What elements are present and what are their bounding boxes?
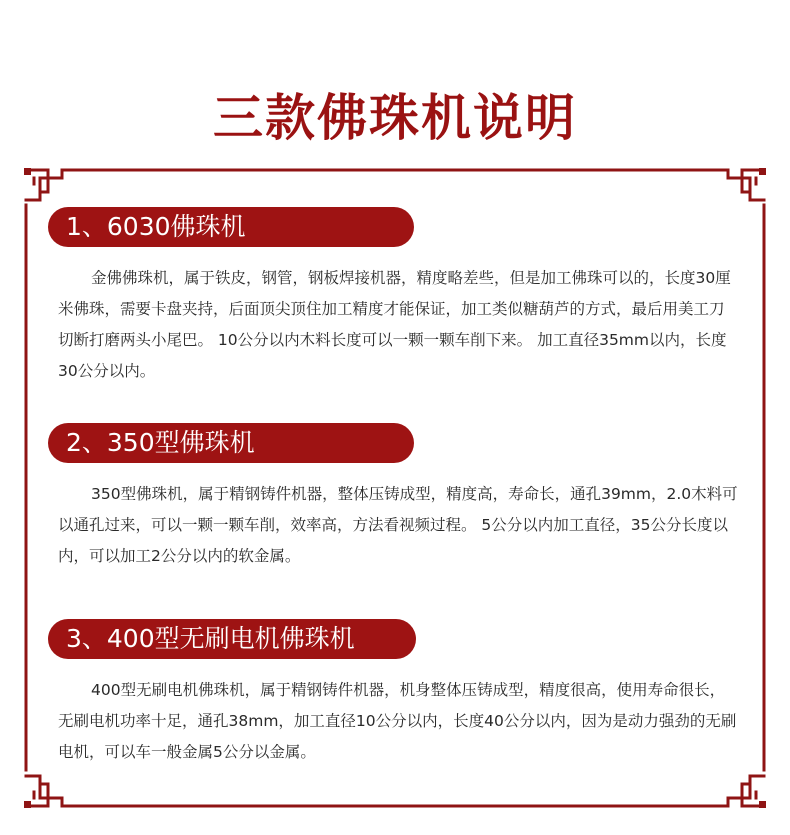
section-heading: 1、6030佛珠机	[48, 207, 414, 247]
section-heading: 2、350型佛珠机	[48, 423, 414, 463]
section-6030	[48, 207, 748, 387]
section-400	[48, 619, 748, 768]
section-description: 400型无刷电机佛珠机，属于精钢铸件机器，机身整体压铸成型，精度很高，使用寿命很长，无刷电机功率十足，通孔38mm，加工直径10公分以内，长度40公分以内，因为是动力强劲的无刷电机，可以车一般金属5公分以金属。	[58, 681, 737, 761]
section-description: 350型佛珠机，属于精钢铸件机器，整体压铸成型，精度高，寿命长，通孔39mm，2.0木料可以通孔过来，可以一颗一颗车削，效率高，方法看视频过程。 5公分以内加工直径，35公分长度以内，可以加工2公分以内的软金属。	[58, 485, 738, 565]
section-350	[48, 423, 748, 572]
section-description: 金佛佛珠机，属于铁皮，钢管，钢板焊接机器，精度略差些，但是加工佛珠可以的，长度30厘米佛珠，需要卡盘夹持，后面顶尖顶住加工精度才能保证，加工类似糖葫芦的方式，最后用美工刀切断打磨两头小尾巴。 10公分以内木料长度可以一颗一颗车削下来。 加工直径35mm以内，长度30公分以内。	[58, 269, 731, 380]
page-title: 三款佛珠机说明	[213, 88, 577, 147]
section-heading: 3、400型无刷电机佛珠机	[48, 619, 416, 659]
